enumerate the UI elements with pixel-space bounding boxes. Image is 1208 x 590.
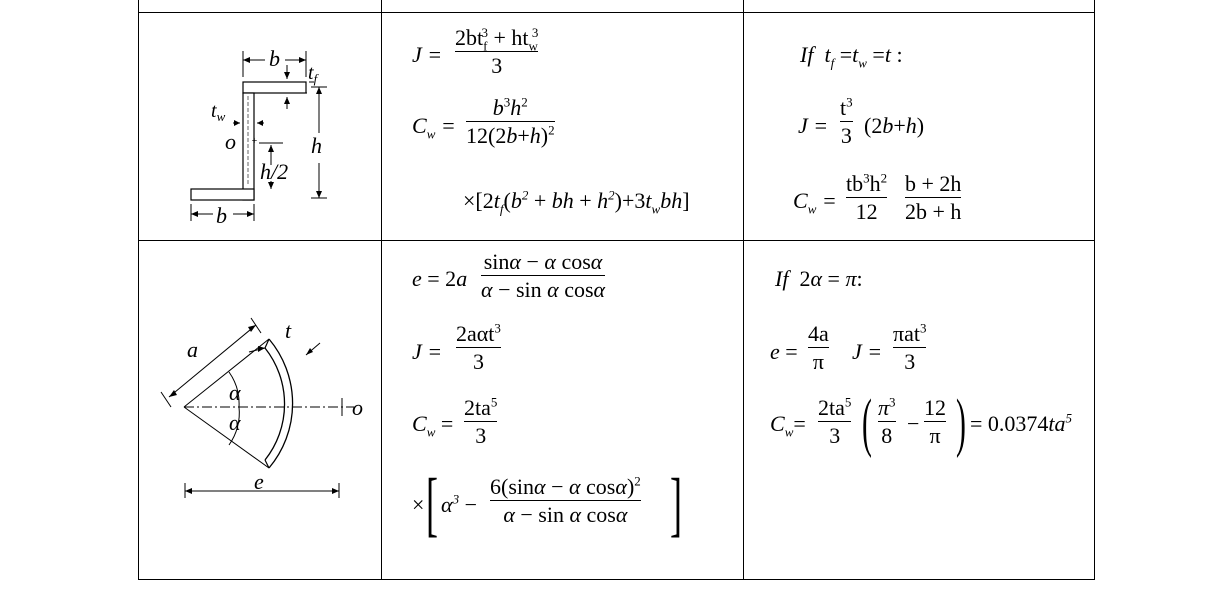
z-Cw2-fraction-1: $tb^3h^2$ 12 [846,170,888,225]
z-top-flange [243,82,306,93]
arc-Cw-times: × [412,492,425,517]
z-label-b-bottom: b [216,203,227,228]
z-section-diagram [139,41,381,231]
z-label-o: o [225,129,236,154]
z-J2-tail: (2b+h) [864,113,925,138]
z-Cw2-fraction-2: b + 2h 2b + h [905,171,962,225]
z-Cw-continuation: $\times[2t_f(b^2$ + bh + $h^2)+3t_wbh$] [463,187,690,217]
arc-section-diagram [139,300,381,510]
arc-label-t: t [285,318,292,343]
arc-Cw2-minus: − [907,411,920,436]
arc-label-a: a [187,337,198,362]
arc-label-o: o [352,395,363,420]
z-Cw-lhs: $C_w$ = [412,113,456,142]
arc-e2-fraction: 4a π [808,321,829,375]
arc-Cw2-result: = $0.0374ta^5$ [970,410,1073,436]
z-Cw2-lhs: $C_w$ = [793,188,837,217]
arc-J-lhs: J = [412,339,443,364]
arc-J2-lhs: J = [852,339,883,364]
z-label-h: h [311,133,322,158]
arc-Cw2-fraction-12pi: 12 π [924,395,946,449]
z-label-b-top: b [269,46,280,71]
arc-Cw2-fraction: $2ta^5$ 3 [818,394,852,449]
arc-Cw-bracket-fraction: 6(sinα − α cosα)$^2$ α − sin α cosα [490,473,641,528]
arc-Cw-bracket-left: [ [425,464,438,544]
arc-Cw-fraction: $2ta^5$ 3 [464,394,498,449]
table-col-divider-1 [381,0,382,580]
arc-J2-fraction: πat$^3$ 3 [893,320,927,375]
arc-Cw-lhs: $C_w$ = [412,411,454,440]
z-J2-lhs: J = [798,113,829,138]
arc-label-alpha-upper: α [229,380,241,405]
table-right-border [1094,0,1095,580]
arc-Cw2-paren-left: ( [862,386,872,459]
z-J-fraction: $2bt_f^3 + ht_w^3$ 3 [455,24,539,79]
table-col-divider-2 [743,0,744,580]
arc-label-e: e [254,469,264,494]
arc-e-fraction: sinα − α cosα α − sin α cosα [481,249,606,303]
arc-e-lhs: e = 2a [412,266,468,291]
arc-Cw2-fraction-pi3: $\pi^3$ 8 [878,394,896,449]
z-Cw-fraction: $b^3h^2$ $12(2b+h)^2$ [466,94,555,149]
z-bottom-flange [191,189,254,200]
arc-e2-lhs: e = [770,339,798,364]
table-mid-line [138,240,1095,241]
arc-label-alpha-lower: α [229,410,241,435]
arc-J-fraction: 2aαt$^3$ 3 [456,320,501,375]
svg-text:+: + [251,136,258,147]
z-J-lhs: J = [412,42,443,67]
table-top-line [138,12,1095,13]
arc-condition: If 2α = π: [775,266,863,291]
z-label-tw: $t_w$ [211,100,226,124]
arc-Cw2-paren-right: ) [956,386,966,459]
arc-inner [265,348,285,460]
arc-Cw-alpha3: $\alpha^3$ − [441,491,477,517]
z-label-h-half: h/2 [260,159,289,184]
arc-Cw2-lhs: $C_w=$ [770,411,806,440]
z-J2-fraction: $t^3$ 3 [840,94,853,149]
z-label-tf: $t_f$ [308,62,318,86]
arc-Cw-bracket-right: ] [669,464,682,544]
table-bottom-line [138,579,1095,580]
z-condition: If $t_f =t_w =t$ : [800,42,903,71]
